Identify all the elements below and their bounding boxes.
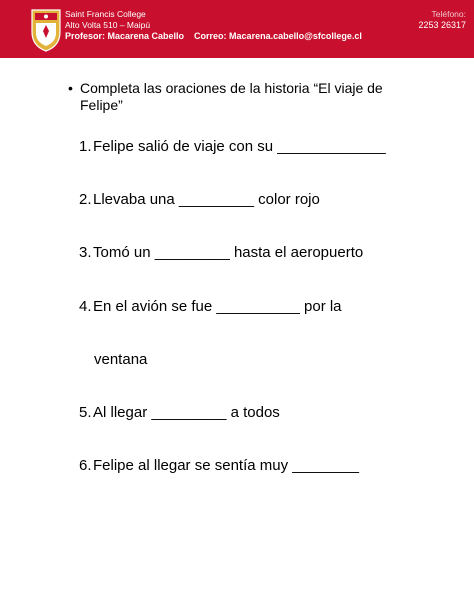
question-text: Al llegar _________ a todos <box>93 404 280 421</box>
bullet-icon: • <box>68 80 73 96</box>
school-header <box>0 0 474 58</box>
question-number: 1. <box>79 138 92 155</box>
question-5 <box>79 404 280 421</box>
school-address: Alto Volta 510 – Maipú <box>65 20 151 30</box>
question-number: 4. <box>79 298 92 315</box>
question-text: Felipe salió de viaje con su _____________ <box>93 138 386 155</box>
phone-block <box>418 9 466 31</box>
school-name: Saint Francis College <box>65 9 146 19</box>
instructions-text: Completa las oraciones de la historia “El viaje de Felipe” <box>80 80 383 113</box>
teacher-name: Profesor: Macarena Cabello <box>65 31 185 41</box>
question-4-continuation: ventana <box>94 351 148 368</box>
instructions <box>68 80 420 114</box>
question-number: 2. <box>79 191 92 208</box>
school-info <box>65 9 362 42</box>
question-6 <box>79 457 359 474</box>
school-crest-logo <box>30 6 62 52</box>
question-2 <box>79 191 320 208</box>
question-text: Felipe al llegar se sentía muy ________ <box>93 457 360 474</box>
teacher-email: Correo: Macarena.cabello@sfcollege.cl <box>194 31 362 41</box>
question-text: Llevaba una _________ color rojo <box>93 191 320 208</box>
question-3 <box>79 244 363 261</box>
question-text: Tomó un _________ hasta el aeropuerto <box>93 244 364 261</box>
question-1 <box>79 138 386 155</box>
question-4 <box>79 298 342 315</box>
phone-label: Teléfono: <box>431 9 466 19</box>
phone-number: 2253 26317 <box>418 20 466 30</box>
question-text: En el avión se fue __________ por la <box>93 298 342 315</box>
question-number: 3. <box>79 244 92 261</box>
question-number: 5. <box>79 404 92 421</box>
question-number: 6. <box>79 457 92 474</box>
